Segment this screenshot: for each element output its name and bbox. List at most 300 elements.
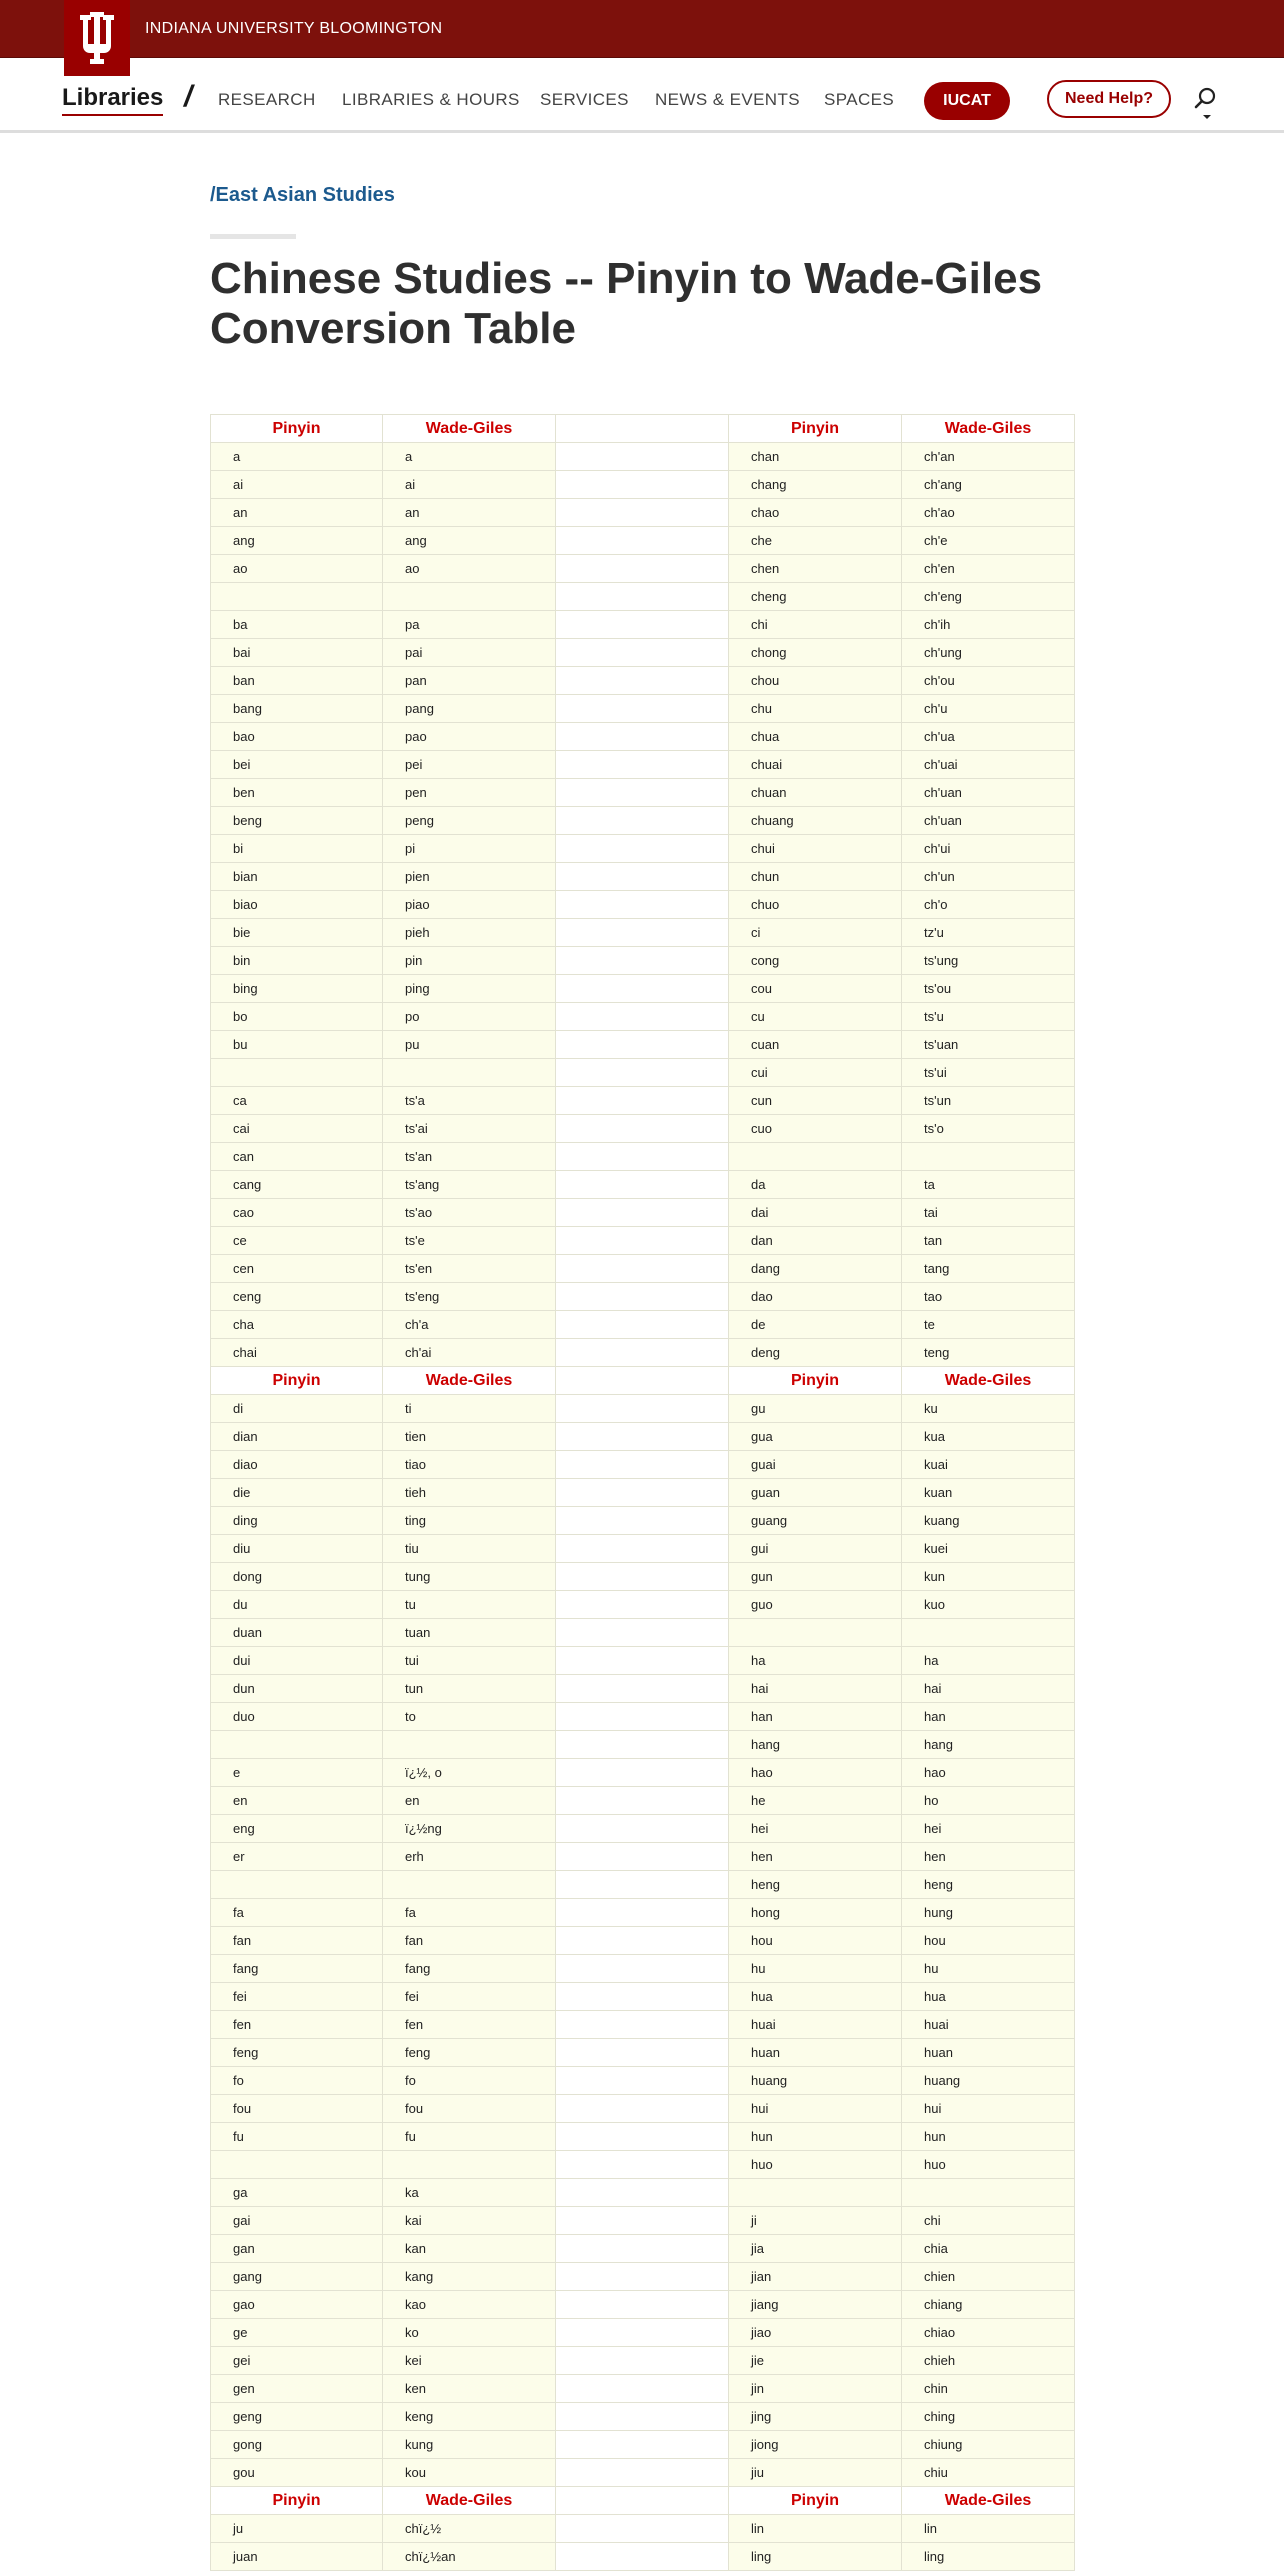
wade-giles-cell: ch'ou <box>902 667 1075 695</box>
spacer-cell <box>556 2347 729 2375</box>
pinyin-cell: bie <box>211 919 383 947</box>
table-row <box>211 1199 1075 1227</box>
table-row <box>211 667 1075 695</box>
wade-giles-cell: tu <box>383 1591 556 1619</box>
need-help-button[interactable]: Need Help? <box>1047 80 1171 118</box>
wade-giles-cell: tan <box>902 1227 1075 1255</box>
wade-giles-cell: ch'ang <box>902 471 1075 499</box>
pinyin-cell: jia <box>729 2235 902 2263</box>
wade-giles-cell: ta <box>902 1171 1075 1199</box>
wade-giles-cell: ha <box>902 1647 1075 1675</box>
column-header: Wade-Giles <box>902 2487 1075 2515</box>
pinyin-cell: ca <box>211 1087 383 1115</box>
pinyin-cell: cha <box>211 1311 383 1339</box>
column-header: Pinyin <box>729 415 902 443</box>
wade-giles-cell: ï¿½, o <box>383 1759 556 1787</box>
wade-giles-cell: ch'e <box>902 527 1075 555</box>
table-row <box>211 2235 1075 2263</box>
wade-giles-cell: kuo <box>902 1591 1075 1619</box>
table-row <box>211 471 1075 499</box>
table-row <box>211 1451 1075 1479</box>
table-row <box>211 1479 1075 1507</box>
pinyin-cell: huo <box>729 2151 902 2179</box>
table-row <box>211 443 1075 471</box>
table-row <box>211 1787 1075 1815</box>
pinyin-cell: jian <box>729 2263 902 2291</box>
wade-giles-cell: fou <box>383 2095 556 2123</box>
spacer-cell <box>556 2291 729 2319</box>
pinyin-cell: guang <box>729 1507 902 1535</box>
pinyin-cell: che <box>729 527 902 555</box>
spacer-cell <box>556 2151 729 2179</box>
wade-giles-cell: fan <box>383 1927 556 1955</box>
pinyin-cell: cheng <box>729 583 902 611</box>
pinyin-cell: de <box>729 1311 902 1339</box>
pinyin-cell: hui <box>729 2095 902 2123</box>
spacer-cell <box>556 471 729 499</box>
spacer-cell <box>556 891 729 919</box>
spacer-cell <box>556 1339 729 1367</box>
spacer-cell <box>556 1815 729 1843</box>
wade-giles-cell: ao <box>383 555 556 583</box>
pinyin-cell: chuo <box>729 891 902 919</box>
table-row <box>211 527 1075 555</box>
table-row <box>211 2095 1075 2123</box>
libraries-home-link[interactable]: Libraries <box>62 84 163 116</box>
wade-giles-cell: ts'ung <box>902 947 1075 975</box>
pinyin-cell: hou <box>729 1927 902 1955</box>
spacer-cell <box>556 1731 729 1759</box>
pinyin-cell: gan <box>211 2235 383 2263</box>
wade-giles-cell: fen <box>383 2011 556 2039</box>
wade-giles-cell: fei <box>383 1983 556 2011</box>
pinyin-cell: eng <box>211 1815 383 1843</box>
pinyin-cell: hun <box>729 2123 902 2151</box>
wade-giles-cell: pao <box>383 723 556 751</box>
pinyin-cell: dun <box>211 1675 383 1703</box>
wade-giles-cell: kua <box>902 1423 1075 1451</box>
wade-giles-cell: ch'ui <box>902 835 1075 863</box>
iucat-button[interactable]: IUCAT <box>924 82 1010 120</box>
wade-giles-cell <box>383 1871 556 1899</box>
wade-giles-cell: tao <box>902 1283 1075 1311</box>
pinyin-cell: hei <box>729 1815 902 1843</box>
spacer-cell <box>556 1759 729 1787</box>
wade-giles-cell <box>902 1143 1075 1171</box>
table-row <box>211 1619 1075 1647</box>
pinyin-cell: di <box>211 1395 383 1423</box>
pinyin-cell: chui <box>729 835 902 863</box>
wade-giles-cell: chieh <box>902 2347 1075 2375</box>
pinyin-cell: bei <box>211 751 383 779</box>
wade-giles-cell: ch'uan <box>902 807 1075 835</box>
pinyin-cell: ge <box>211 2319 383 2347</box>
pinyin-cell: lin <box>729 2515 902 2543</box>
wade-giles-cell: fu <box>383 2123 556 2151</box>
table-row <box>211 863 1075 891</box>
spacer-cell <box>556 443 729 471</box>
wade-giles-cell: ts'ou <box>902 975 1075 1003</box>
wade-giles-cell: tiao <box>383 1451 556 1479</box>
wade-giles-cell: pu <box>383 1031 556 1059</box>
wade-giles-cell: hao <box>902 1759 1075 1787</box>
wade-giles-cell: chiu <box>902 2459 1075 2487</box>
pinyin-cell: chan <box>729 443 902 471</box>
wade-giles-cell: ch'an <box>902 443 1075 471</box>
pinyin-cell: cang <box>211 1171 383 1199</box>
pinyin-cell: ci <box>729 919 902 947</box>
table-row <box>211 1143 1075 1171</box>
wade-giles-cell: tien <box>383 1423 556 1451</box>
pinyin-cell: en <box>211 1787 383 1815</box>
conversion-table <box>210 414 1075 2571</box>
table-row <box>211 2291 1075 2319</box>
table-row <box>211 2459 1075 2487</box>
column-header: Wade-Giles <box>383 1367 556 1395</box>
pinyin-cell: ju <box>211 2515 383 2543</box>
table-row <box>211 1927 1075 1955</box>
pinyin-cell: dao <box>729 1283 902 1311</box>
wade-giles-cell: pan <box>383 667 556 695</box>
wade-giles-cell: hei <box>902 1815 1075 1843</box>
wade-giles-cell: kung <box>383 2431 556 2459</box>
wade-giles-cell: ching <box>902 2403 1075 2431</box>
page-title: Chinese Studies -- Pinyin to Wade-Giles Conversion Table <box>210 254 1043 353</box>
pinyin-cell: gao <box>211 2291 383 2319</box>
table-row <box>211 611 1075 639</box>
spacer-cell <box>556 611 729 639</box>
column-header: Pinyin <box>729 1367 902 1395</box>
pinyin-cell: han <box>729 1703 902 1731</box>
table-row <box>211 1675 1075 1703</box>
table-row <box>211 1339 1075 1367</box>
wade-giles-cell: te <box>902 1311 1075 1339</box>
wade-giles-cell: erh <box>383 1843 556 1871</box>
pinyin-cell: diao <box>211 1451 383 1479</box>
spacer-cell <box>556 975 729 1003</box>
wade-giles-cell: ch'uai <box>902 751 1075 779</box>
pinyin-cell: gou <box>211 2459 383 2487</box>
table-row <box>211 555 1075 583</box>
wade-giles-cell: kan <box>383 2235 556 2263</box>
spacer-cell <box>556 1255 729 1283</box>
table-row <box>211 1003 1075 1031</box>
pinyin-cell: dian <box>211 1423 383 1451</box>
wade-giles-cell: ch'a <box>383 1311 556 1339</box>
column-header: Pinyin <box>729 2487 902 2515</box>
spacer-cell <box>556 1031 729 1059</box>
pinyin-cell: dan <box>729 1227 902 1255</box>
table-header-row <box>211 2487 1075 2515</box>
pinyin-cell: chi <box>729 611 902 639</box>
wade-giles-cell: ts'e <box>383 1227 556 1255</box>
wade-giles-cell: kuai <box>902 1451 1075 1479</box>
nav-item-research[interactable]: RESEARCH <box>218 90 316 109</box>
pinyin-cell: dai <box>729 1199 902 1227</box>
table-row <box>211 807 1075 835</box>
pinyin-cell: cu <box>729 1003 902 1031</box>
table-row <box>211 2319 1075 2347</box>
pinyin-cell: dui <box>211 1647 383 1675</box>
spacer-cell <box>556 555 729 583</box>
wade-giles-cell: ken <box>383 2375 556 2403</box>
pinyin-cell: duo <box>211 1703 383 1731</box>
wade-giles-cell: hui <box>902 2095 1075 2123</box>
pinyin-cell: biao <box>211 891 383 919</box>
table-row <box>211 891 1075 919</box>
wade-giles-cell: kao <box>383 2291 556 2319</box>
wade-giles-cell: chien <box>902 2263 1075 2291</box>
table-row <box>211 2039 1075 2067</box>
pinyin-cell: du <box>211 1591 383 1619</box>
spacer-cell <box>556 639 729 667</box>
table-row <box>211 1591 1075 1619</box>
pinyin-cell: ba <box>211 611 383 639</box>
spacer-cell <box>556 1171 729 1199</box>
pinyin-cell: fou <box>211 2095 383 2123</box>
spacer-cell <box>556 1927 729 1955</box>
pinyin-cell: heng <box>729 1871 902 1899</box>
spacer-cell <box>556 863 729 891</box>
spacer-cell <box>556 723 729 751</box>
university-name[interactable]: INDIANA UNIVERSITY BLOOMINGTON <box>145 20 443 37</box>
spacer-cell <box>556 1675 729 1703</box>
column-header <box>556 2487 729 2515</box>
spacer-cell <box>556 2179 729 2207</box>
pinyin-cell: bian <box>211 863 383 891</box>
spacer-cell <box>556 583 729 611</box>
wade-giles-cell: han <box>902 1703 1075 1731</box>
wade-giles-cell: kuan <box>902 1479 1075 1507</box>
table-row <box>211 1815 1075 1843</box>
spacer-cell <box>556 1787 729 1815</box>
wade-giles-cell: tung <box>383 1563 556 1591</box>
spacer-cell <box>556 2067 729 2095</box>
pinyin-cell: cao <box>211 1199 383 1227</box>
wade-giles-cell: ts'ang <box>383 1171 556 1199</box>
table-row <box>211 1535 1075 1563</box>
spacer-cell <box>556 1507 729 1535</box>
spacer-cell <box>556 2403 729 2431</box>
pinyin-cell: geng <box>211 2403 383 2431</box>
pinyin-cell: fu <box>211 2123 383 2151</box>
spacer-cell <box>556 2095 729 2123</box>
spacer-cell <box>556 1591 729 1619</box>
wade-giles-cell: feng <box>383 2039 556 2067</box>
wade-giles-cell: ti <box>383 1395 556 1423</box>
spacer-cell <box>556 807 729 835</box>
table-row <box>211 975 1075 1003</box>
pinyin-cell: jiang <box>729 2291 902 2319</box>
wade-giles-cell: fa <box>383 1899 556 1927</box>
spacer-cell <box>556 1059 729 1087</box>
pinyin-cell: jing <box>729 2403 902 2431</box>
wade-giles-cell: chiung <box>902 2431 1075 2459</box>
spacer-cell <box>556 667 729 695</box>
spacer-cell <box>556 499 729 527</box>
pinyin-cell: da <box>729 1171 902 1199</box>
wade-giles-cell: po <box>383 1003 556 1031</box>
nav-item-libraries-hours[interactable]: LIBRARIES & HOURS <box>342 90 520 109</box>
pinyin-cell: ce <box>211 1227 383 1255</box>
pinyin-cell: cou <box>729 975 902 1003</box>
wade-giles-cell: ts'o <box>902 1115 1075 1143</box>
table-row <box>211 2067 1075 2095</box>
pinyin-cell: gun <box>729 1563 902 1591</box>
pinyin-cell: gen <box>211 2375 383 2403</box>
pinyin-cell: gua <box>729 1423 902 1451</box>
wade-giles-cell: hang <box>902 1731 1075 1759</box>
table-row <box>211 1955 1075 1983</box>
pinyin-cell: chen <box>729 555 902 583</box>
wade-giles-cell: kang <box>383 2263 556 2291</box>
pinyin-cell: ceng <box>211 1283 383 1311</box>
table-row <box>211 2403 1075 2431</box>
wade-giles-cell: ch'ung <box>902 639 1075 667</box>
pinyin-cell: fan <box>211 1927 383 1955</box>
table-row <box>211 1647 1075 1675</box>
pinyin-cell: cuo <box>729 1115 902 1143</box>
table-row <box>211 2207 1075 2235</box>
wade-giles-cell: ping <box>383 975 556 1003</box>
table-row <box>211 583 1075 611</box>
table-header-row <box>211 1367 1075 1395</box>
iu-trident-logo[interactable] <box>64 0 130 76</box>
pinyin-cell <box>729 2179 902 2207</box>
wade-giles-cell: tiu <box>383 1535 556 1563</box>
wade-giles-cell: hung <box>902 1899 1075 1927</box>
pinyin-cell: ling <box>729 2543 902 2571</box>
spacer-cell <box>556 751 729 779</box>
wade-giles-cell: tuan <box>383 1619 556 1647</box>
wade-giles-cell: hun <box>902 2123 1075 2151</box>
spacer-cell <box>556 695 729 723</box>
pinyin-cell: fang <box>211 1955 383 1983</box>
university-header-bar <box>0 0 1284 58</box>
pinyin-cell: juan <box>211 2543 383 2571</box>
nav-item-spaces[interactable]: SPACES <box>824 90 895 109</box>
spacer-cell <box>556 1227 729 1255</box>
pinyin-cell: chai <box>211 1339 383 1367</box>
wade-giles-cell: teng <box>902 1339 1075 1367</box>
table-row <box>211 2263 1075 2291</box>
spacer-cell <box>556 1619 729 1647</box>
wade-giles-cell: ch'eng <box>902 583 1075 611</box>
wade-giles-cell: fang <box>383 1955 556 1983</box>
wade-giles-cell: pang <box>383 695 556 723</box>
table-row <box>211 1899 1075 1927</box>
wade-giles-cell: ts'un <box>902 1087 1075 1115</box>
table-row <box>211 1759 1075 1787</box>
pinyin-cell: ding <box>211 1507 383 1535</box>
wade-giles-cell: ï¿½ng <box>383 1815 556 1843</box>
table-row <box>211 1171 1075 1199</box>
wade-giles-cell: chin <box>902 2375 1075 2403</box>
pinyin-cell: bang <box>211 695 383 723</box>
spacer-cell <box>556 1423 729 1451</box>
nav-item-services[interactable]: SERVICES <box>540 90 629 109</box>
spacer-cell <box>556 2207 729 2235</box>
wade-giles-cell: piao <box>383 891 556 919</box>
pinyin-cell: e <box>211 1759 383 1787</box>
wade-giles-cell: chia <box>902 2235 1075 2263</box>
spacer-cell <box>556 527 729 555</box>
table-row <box>211 2151 1075 2179</box>
pinyin-cell: cong <box>729 947 902 975</box>
search-icon[interactable] <box>1194 86 1220 120</box>
column-header <box>556 1367 729 1395</box>
spacer-cell <box>556 2459 729 2487</box>
wade-giles-cell: hua <box>902 1983 1075 2011</box>
pinyin-cell: dang <box>729 1255 902 1283</box>
pinyin-cell <box>729 1619 902 1647</box>
table-row <box>211 1423 1075 1451</box>
pinyin-cell: hao <box>729 1759 902 1787</box>
table-row <box>211 751 1075 779</box>
pinyin-cell: chou <box>729 667 902 695</box>
pinyin-cell: bin <box>211 947 383 975</box>
table-row <box>211 1871 1075 1899</box>
wade-giles-cell: ts'ai <box>383 1115 556 1143</box>
pinyin-cell: dong <box>211 1563 383 1591</box>
table-row <box>211 2431 1075 2459</box>
pinyin-cell: chuai <box>729 751 902 779</box>
wade-giles-cell: an <box>383 499 556 527</box>
pinyin-cell: guo <box>729 1591 902 1619</box>
pinyin-cell: ji <box>729 2207 902 2235</box>
table-row <box>211 2543 1075 2571</box>
column-header: Wade-Giles <box>383 415 556 443</box>
pinyin-cell: jiu <box>729 2459 902 2487</box>
pinyin-cell: chuang <box>729 807 902 835</box>
pinyin-cell: ga <box>211 2179 383 2207</box>
wade-giles-cell: pien <box>383 863 556 891</box>
wade-giles-cell <box>383 583 556 611</box>
pinyin-cell: bing <box>211 975 383 1003</box>
spacer-cell <box>556 2011 729 2039</box>
pinyin-cell: an <box>211 499 383 527</box>
wade-giles-cell: ku <box>902 1395 1075 1423</box>
wade-giles-cell: tang <box>902 1255 1075 1283</box>
wade-giles-cell: to <box>383 1703 556 1731</box>
column-header <box>556 415 729 443</box>
pinyin-cell: chong <box>729 639 902 667</box>
wade-giles-cell: ch'en <box>902 555 1075 583</box>
breadcrumb[interactable]: /East Asian Studies <box>210 184 395 206</box>
spacer-cell <box>556 1535 729 1563</box>
wade-giles-cell: hen <box>902 1843 1075 1871</box>
spacer-cell <box>556 2515 729 2543</box>
spacer-cell <box>556 1479 729 1507</box>
wade-giles-cell: ts'ao <box>383 1199 556 1227</box>
wade-giles-cell: ts'uan <box>902 1031 1075 1059</box>
spacer-cell <box>556 947 729 975</box>
spacer-cell <box>556 1983 729 2011</box>
nav-item-news-events[interactable]: NEWS & EVENTS <box>655 90 801 109</box>
wade-giles-cell: pei <box>383 751 556 779</box>
spacer-cell <box>556 1451 729 1479</box>
wade-giles-cell: ka <box>383 2179 556 2207</box>
table-row <box>211 695 1075 723</box>
spacer-cell <box>556 1703 729 1731</box>
spacer-cell <box>556 835 729 863</box>
wade-giles-cell: ho <box>902 1787 1075 1815</box>
pinyin-cell: ban <box>211 667 383 695</box>
table-row <box>211 1983 1075 2011</box>
wade-giles-cell: chï¿½ <box>383 2515 556 2543</box>
wade-giles-cell: ai <box>383 471 556 499</box>
pinyin-cell: gui <box>729 1535 902 1563</box>
